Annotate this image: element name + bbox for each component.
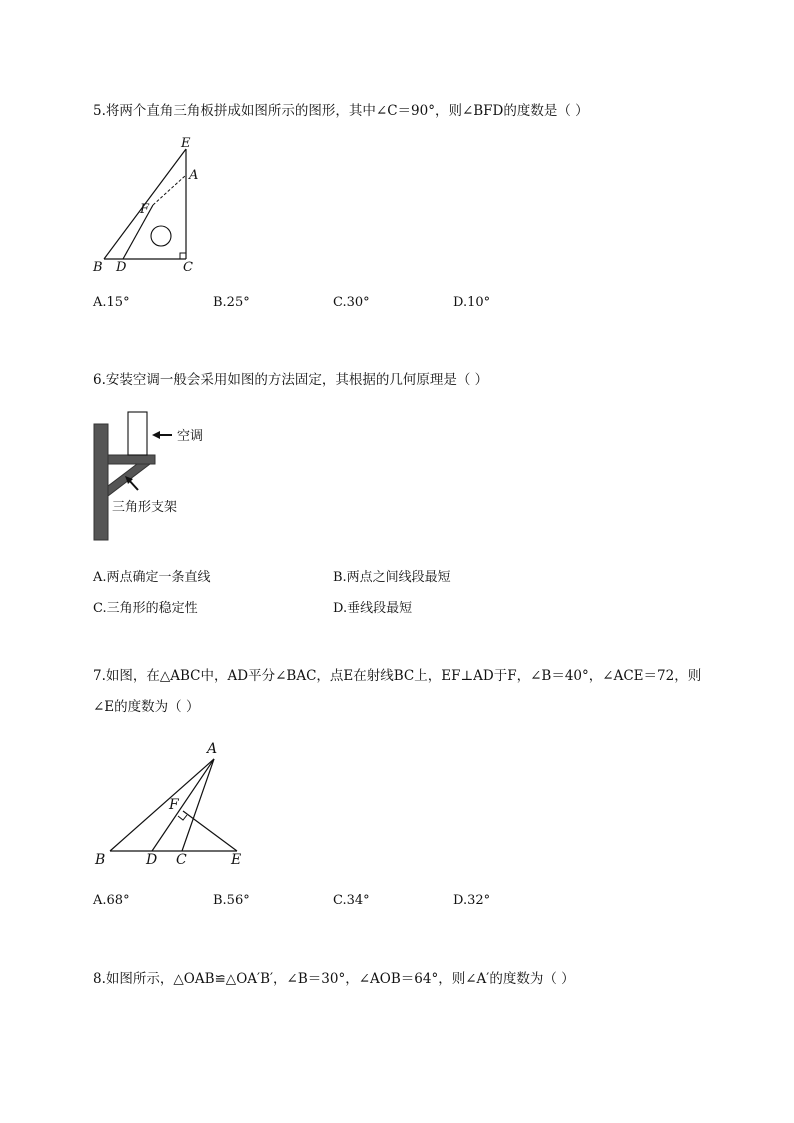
q7-label-f: F [169, 797, 179, 813]
q5-label-c: C [183, 260, 193, 275]
q7-label-a: A [207, 741, 218, 757]
q7-label-d: D [146, 852, 158, 868]
q6-label-air-conditioner: 空调 [177, 429, 204, 444]
q5-label-b: B [93, 260, 103, 275]
q7-option-b[interactable]: B.56° [213, 893, 250, 908]
q5-option-a[interactable]: A.15° [93, 295, 130, 310]
q5-option-b[interactable]: B.25° [213, 295, 250, 310]
q7-label-e: E [231, 852, 242, 868]
q5-label-f: F [140, 202, 150, 217]
question-7-stem-line1: 7.如图，在△ABC中，AD平分∠BAC，点E在射线BC上，EF⊥AD于F，∠B＝40°，∠ACE＝72，则 [93, 668, 702, 684]
q6-figure [90, 408, 220, 543]
q7-option-d[interactable]: D.32° [453, 893, 491, 908]
q5-option-c[interactable]: C.30° [333, 295, 370, 310]
q7-figure [90, 737, 250, 872]
q6-option-c[interactable]: C.三角形的稳定性 [93, 601, 198, 616]
q7-option-a[interactable]: A.68° [93, 893, 130, 908]
q5-label-d: D [116, 260, 127, 275]
q7-label-b: B [95, 852, 106, 868]
question-7-stem-line2: ∠E的度数为（ ） [93, 699, 200, 715]
q6-option-d[interactable]: D.垂线段最短 [333, 601, 413, 616]
q5-option-d[interactable]: D.10° [453, 295, 491, 310]
q7-option-c[interactable]: C.34° [333, 893, 370, 908]
question-5-stem: 5.将两个直角三角板拼成如图所示的图形，其中∠C＝90°，则∠BFD的度数是（ ） [93, 103, 589, 119]
question-6-stem: 6.安装空调一般会采用如图的方法固定，其根据的几何原理是（ ） [93, 372, 489, 388]
q5-label-a: A [189, 168, 199, 183]
q6-option-a[interactable]: A.两点确定一条直线 [93, 570, 211, 585]
question-8-stem: 8.如图所示，△OAB≌△OA′B′，∠B＝30°，∠AOB＝64°，则∠A′的度数为（ ） [93, 971, 575, 987]
q5-figure [90, 135, 210, 280]
q6-label-bracket: 三角形支架 [112, 500, 178, 515]
q5-label-e: E [181, 136, 191, 151]
q7-label-c: C [176, 852, 187, 868]
q6-option-b[interactable]: B.两点之间线段最短 [333, 570, 451, 585]
